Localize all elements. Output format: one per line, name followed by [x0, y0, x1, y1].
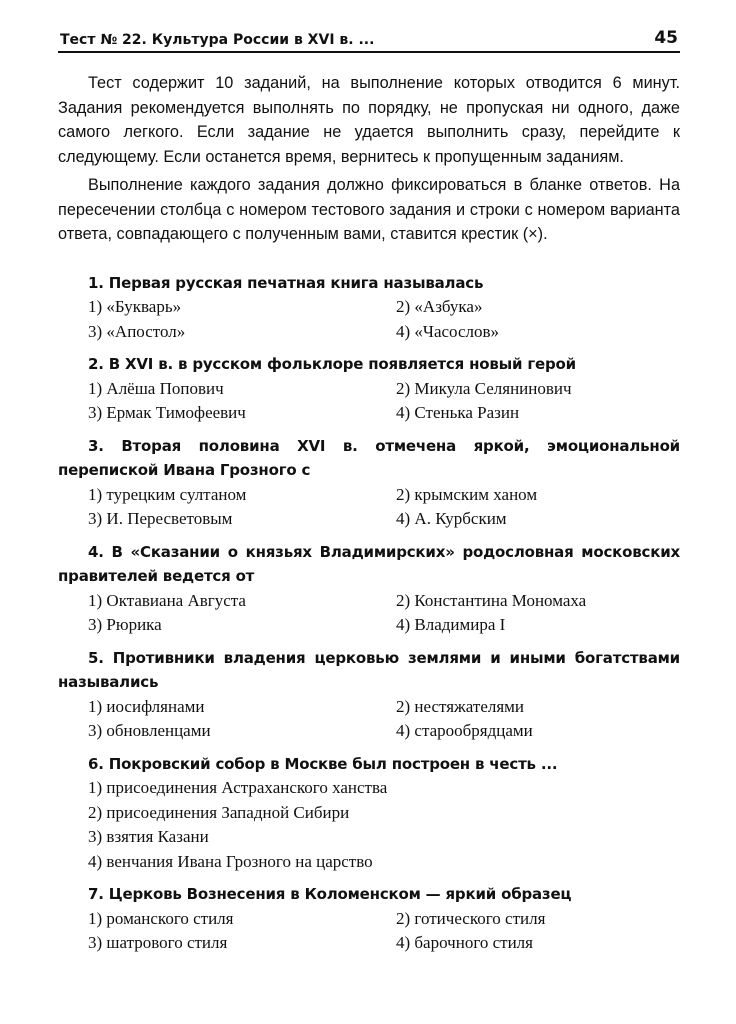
question-1	[58, 271, 680, 345]
answer-options	[58, 695, 680, 744]
answer-option: 1) турецким султаном	[88, 484, 247, 504]
question-2	[58, 352, 680, 426]
answer-option: 1) романского стиля	[88, 908, 234, 928]
answer-option: 1) присоединения Астраханского ханства	[88, 778, 388, 797]
question-title: 5. Противники владения церковью землями и иными богатствами назывались	[58, 648, 680, 691]
answer-option: 3) Рюрика	[88, 615, 162, 634]
question-title: 4. В «Сказании о князьях Владимирских» родословная московских правителей ведется от	[58, 542, 680, 585]
answer-option: 4) старообрядцами	[396, 721, 533, 740]
page-number: 45	[654, 28, 678, 48]
question-title: 6. Покровский собор в Москве был построен в честь ...	[88, 754, 558, 773]
question-title: 2. В XVI в. в русском фольклоре появляется новый герой	[88, 355, 576, 373]
instructions	[58, 71, 680, 247]
answer-option: 4) барочного стиля	[396, 933, 533, 952]
answer-option: 2) присоединения Западной Сибири	[88, 802, 350, 822]
book-page	[58, 22, 680, 964]
answer-options	[58, 907, 680, 956]
question-7	[58, 882, 680, 956]
answer-option: 2) готического стиля	[396, 908, 546, 928]
running-title: Тест № 22. Культура России в XVI в. ...	[60, 32, 375, 48]
question-6	[58, 752, 680, 875]
answer-option: 4) Владимира I	[396, 615, 506, 634]
answer-option: 1) иосифлянами	[88, 696, 205, 716]
answer-option: 3) взятия Казани	[88, 827, 209, 846]
answer-options	[58, 483, 680, 532]
running-header	[58, 22, 680, 53]
answer-option: 2) Константина Мономаха	[396, 590, 587, 610]
answer-option: 4) А. Курбским	[396, 509, 507, 528]
answer-option: 3) шатрового стиля	[88, 933, 228, 952]
question-3	[58, 434, 680, 532]
answer-option: 3) Ермак Тимофеевич	[88, 403, 246, 422]
answer-option: 2) Микула Селянинович	[396, 378, 572, 398]
answer-options	[58, 589, 680, 638]
answer-option: 1) Октавиана Августа	[88, 590, 246, 610]
answer-options	[58, 295, 680, 344]
instructions-paragraph-2: Выполнение каждого задания должно фиксироваться в бланке ответов. На пересечении столбца с номером тестового задания и строки с номером варианта ответа, совпадающего с полученным вами, ставится крестик (×).	[58, 176, 680, 243]
question-5	[58, 646, 680, 744]
answer-options	[58, 377, 680, 426]
answer-option: 2) крымским ханом	[396, 484, 538, 504]
question-title: 3. Вторая половина XVI в. отмечена яркой, эмоциональной перепиской Ивана Грозного с	[58, 436, 680, 479]
answer-option: 2) нестяжателями	[396, 696, 525, 716]
question-title: 1. Первая русская печатная книга называлась	[88, 273, 484, 292]
answer-option: 3) обновленцами	[88, 721, 211, 740]
instructions-paragraph-1: Тест содержит 10 заданий, на выполнение которых отводится 6 минут. Задания рекомендуется выполнять по порядку, не пропуская ни одного, даже самого легкого. Если задание не удается выполнить сразу, перейдите к следующему. Если останется время, вернитесь к пропущенным заданиям.	[58, 74, 680, 166]
answer-option: 4) «Часослов»	[396, 321, 500, 341]
answer-option: 2) «Азбука»	[396, 297, 483, 316]
answer-option: 4) Стенька Разин	[396, 403, 520, 422]
answer-options	[58, 776, 680, 874]
answer-option: 3) «Апостол»	[88, 321, 186, 341]
answer-option: 3) И. Пересветовым	[88, 509, 233, 528]
answer-option: 1) Алёша Попович	[88, 378, 224, 398]
question-title: 7. Церковь Вознесения в Коломенском — яркий образец	[88, 885, 572, 903]
answer-option: 1) «Букварь»	[88, 297, 182, 316]
question-list	[58, 271, 680, 956]
answer-option: 4) венчания Ивана Грозного на царство	[88, 851, 373, 871]
question-4	[58, 540, 680, 638]
